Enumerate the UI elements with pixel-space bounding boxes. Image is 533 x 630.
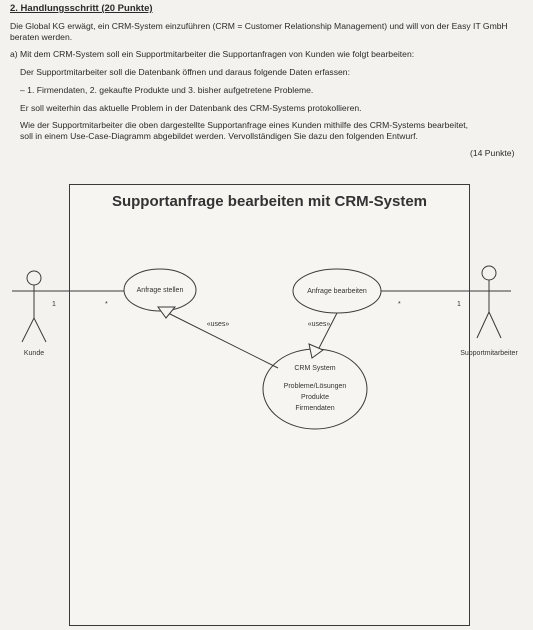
actor-kunde-label: Kunde: [23, 350, 45, 357]
crm-line-2: Produkte: [300, 394, 330, 401]
uses-line-right: [318, 313, 337, 350]
multiplicity-anfrage-stellen: *: [105, 301, 108, 308]
line-log: Er soll weiterhin das aktuelle Problem in der Datenbank des CRM-Systems protokollieren.: [20, 103, 362, 113]
multiplicity-anfrage-bearbeiten: *: [398, 301, 401, 308]
line-description-1: Wie der Supportmitarbeiter die oben dargestellte Supportanfrage eines Kunden mithilfe des CRM-Systems bearbeitet,: [20, 120, 469, 130]
line-database: Der Supportmitarbeiter soll die Datenbank öffnen und daraus folgende Daten erfassen:: [20, 67, 350, 77]
uses-arrowhead-left: [158, 307, 175, 318]
intro-line-1: Die Global KG erwägt, ein CRM-System einzuführen (CRM = Customer Relationship Management) und will von der Easy IT GmbH: [10, 21, 508, 31]
task-a: a) Mit dem CRM-System soll ein Supportmitarbeiter die Supportanfragen von Kunden wie folgt bearbeiten:: [10, 49, 415, 59]
uses-label-left: «uses»: [206, 321, 230, 328]
actor-supportmitarbeiter-label: Supportmitarbeiter: [460, 350, 518, 357]
crm-line-1: Probleme/Lösungen: [283, 383, 347, 390]
use-case-anfrage-stellen-label: Anfrage stellen: [136, 287, 184, 294]
line-description-2: soll in einem Use-Case-Diagramm abgebildet werden. Vervollständigen Sie dazu den folgenden Entwurf.: [20, 131, 418, 141]
line-data-items: – 1. Firmendaten, 2. gekaufte Produkte und 3. bisher aufgetretene Probleme.: [20, 85, 314, 95]
actor-supportmitarbeiter-icon: [467, 266, 511, 338]
crm-line-3: Firmendaten: [295, 405, 335, 412]
diagram-title: Supportanfrage bearbeiten mit CRM-System: [111, 193, 428, 210]
intro-line-2: beraten werden.: [10, 32, 73, 42]
multiplicity-kunde: 1: [52, 301, 56, 308]
actor-kunde-icon: [12, 271, 56, 342]
multiplicity-supportmitarbeiter: 1: [457, 301, 461, 308]
use-case-anfrage-bearbeiten-label: Anfrage bearbeiten: [307, 288, 367, 295]
uses-label-right: «uses»: [307, 321, 331, 328]
crm-system-title: CRM System: [294, 365, 336, 372]
section-heading: 2. Handlungsschritt (20 Punkte): [10, 3, 153, 14]
points-label: (14 Punkte): [470, 148, 515, 158]
